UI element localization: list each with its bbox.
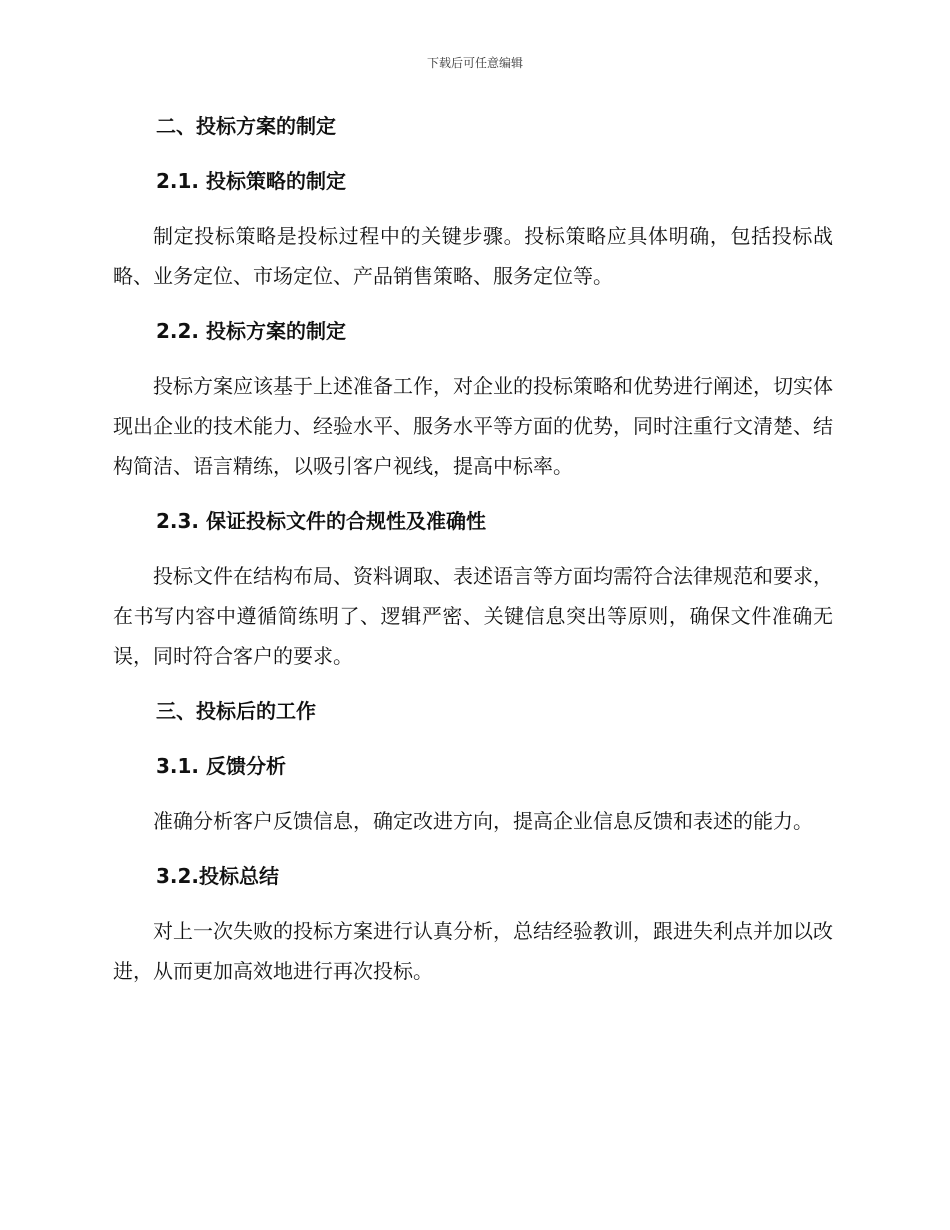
section-heading-3: 三、投标后的工作 <box>156 699 316 723</box>
subsection-heading-3-2: 3.2.投标总结 <box>156 864 280 888</box>
paragraph-3-1: 准确分析客户反馈信息，确定改进方向，提高企业信息反馈和表述的能力。 <box>153 809 813 833</box>
paragraph-2-1: 制定投标策略是投标过程中的关键步骤。投标策略应具体明确，包括投标战略、业务定位、市场定位、产品销售策略、服务定位等。 <box>113 224 833 288</box>
subsection-heading-2-2: 2.2. 投标方案的制定 <box>156 319 346 343</box>
subsection-heading-2-1: 2.1. 投标策略的制定 <box>156 169 346 193</box>
paragraph-2-2: 投标方案应该基于上述准备工作，对企业的投标策略和优势进行阐述，切实体现出企业的技术能力、经验水平、服务水平等方面的优势，同时注重行文清楚、结构简洁、语言精练，以吸引客户视线，提高中标率。 <box>113 374 833 478</box>
page-header: 下载后可任意编辑 <box>426 56 523 70</box>
section-heading-2: 二、投标方案的制定 <box>156 114 336 138</box>
paragraph-3-2: 对上一次失败的投标方案进行认真分析，总结经验教训，跟进失利点并加以改进，从而更加高效地进行再次投标。 <box>113 919 833 983</box>
paragraph-2-3: 投标文件在结构布局、资料调取、表述语言等方面均需符合法律规范和要求，在书写内容中遵循简练明了、逻辑严密、关键信息突出等原则，确保文件准确无误，同时符合客户的要求。 <box>113 564 833 668</box>
document-body <box>113 106 833 1006</box>
subsection-heading-3-1: 3.1. 反馈分析 <box>156 754 286 778</box>
subsection-heading-2-3: 2.3. 保证投标文件的合规性及准确性 <box>156 509 486 533</box>
